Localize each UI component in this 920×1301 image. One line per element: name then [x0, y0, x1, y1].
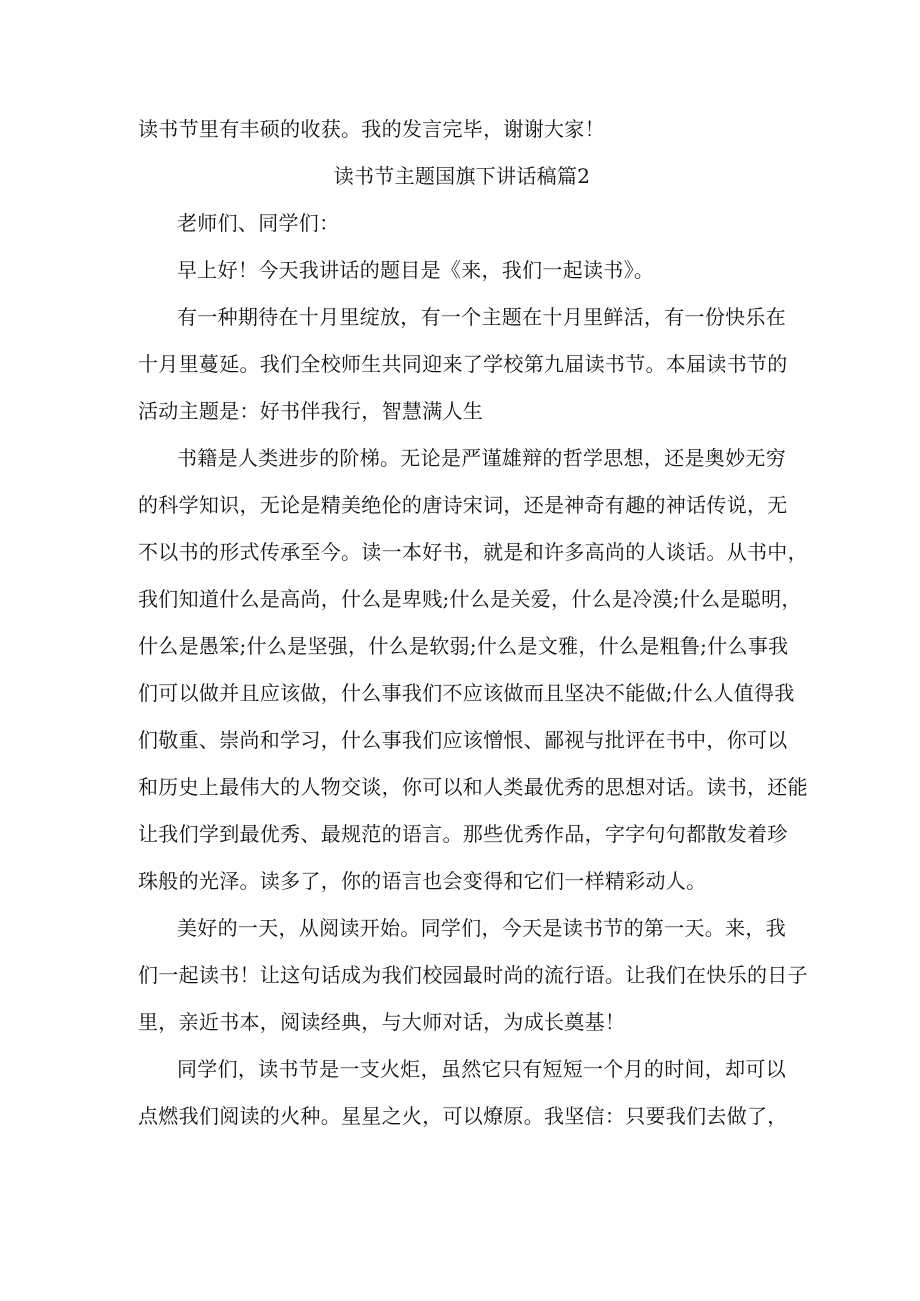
- paragraph-line: 里，亲近书本，阅读经典，与大师对话，为成长奠基！: [138, 1010, 626, 1034]
- greeting: 早上好！今天我讲话的题目是《来，我们一起读书》。: [177, 258, 655, 282]
- paragraph-line: 不以书的形式传承至今。读一本好书，就是和许多高尚的人谈话。从书中，: [138, 540, 808, 564]
- paragraph-line: 什么是愚笨;什么是坚强，什么是软弱;什么是文雅，什么是粗鲁;什么事我: [138, 634, 789, 658]
- paragraph-1: [138, 305, 786, 423]
- paragraph-line: 有一种期待在十月里绽放，有一个主题在十月里鲜活，有一份快乐在: [177, 305, 786, 329]
- speech-title: 读书节主题国旗下讲话稿篇2: [333, 164, 591, 188]
- document-body: [138, 117, 808, 1128]
- paragraph-line: 们可以做并且应该做，什么事我们不应该做而且坚决不能做;什么人值得我: [138, 681, 795, 705]
- paragraph-line: 珠般的光泽。读多了，你的语言也会变得和它们一样精彩动人。: [138, 869, 707, 893]
- paragraph-line: 活动主题是：好书伴我行，智慧满人生: [138, 399, 484, 423]
- paragraph-line: 们敬重、崇尚和学习，什么事我们应该憎恨、鄙视与批评在书中，你可以: [138, 728, 788, 752]
- paragraph-line: 们一起读书！让这句话成为我们校园最时尚的流行语。让我们在快乐的日子: [138, 963, 808, 987]
- paragraph-line: 书籍是人类进步的阶梯。无论是严谨雄辩的哲学思想，还是奥妙无穷: [177, 446, 786, 470]
- paragraph-line: 美好的一天，从阅读开始。同学们，今天是读书节的第一天。来，我: [177, 916, 786, 940]
- salutation: 老师们、同学们：: [177, 211, 340, 235]
- paragraph-line: 让我们学到最优秀、最规范的语言。那些优秀作品，字字句句都散发着珍: [138, 822, 788, 846]
- intro-line: 读书节里有丰硕的收获。我的发言完毕，谢谢大家！: [138, 117, 605, 141]
- paragraph-2: [138, 446, 808, 893]
- paragraph-line: 和历史上最伟大的人物交谈，你可以和人类最优秀的思想对话。读书，还能: [138, 775, 808, 799]
- paragraph-line: 同学们，读书节是一支火炬，虽然它只有短短一个月的时间，却可以: [177, 1057, 786, 1081]
- paragraph-line: 点燃我们阅读的火种。星星之火，可以燎原。我坚信：只要我们去做了，: [138, 1104, 788, 1128]
- paragraph-3: [138, 916, 808, 1034]
- paragraph-4: [138, 1057, 786, 1128]
- paragraph-line: 的科学知识，无论是精美绝伦的唐诗宋词，还是神奇有趣的神话传说，无: [138, 493, 788, 517]
- paragraph-line: 十月里蔓延。我们全校师生共同迎来了学校第九届读书节。本届读书节的: [138, 352, 788, 376]
- paragraph-line: 我们知道什么是高尚，什么是卑贱;什么是关爱，什么是冷漠;什么是聪明，: [138, 587, 802, 611]
